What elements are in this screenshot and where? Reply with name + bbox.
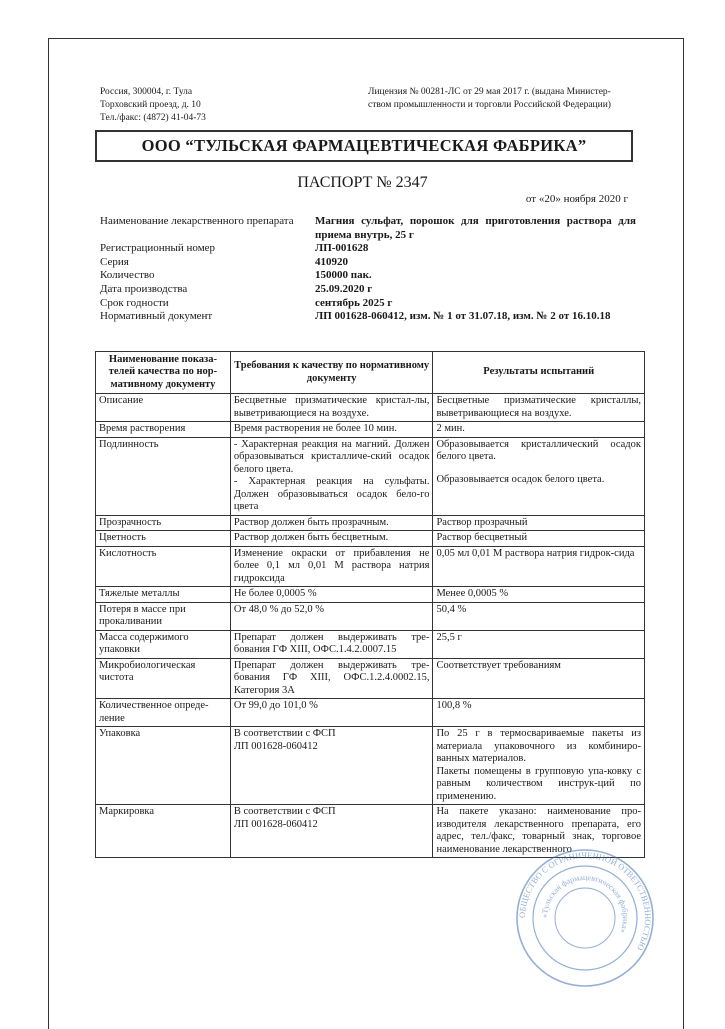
passport-date: от «20» ноября 2020 г [525,193,628,205]
info-row-registration [100,242,636,256]
table-row [96,699,645,727]
cell-name: Подлинность [96,437,231,515]
info-label: Наименование лекарственного препарата [100,215,294,227]
cell-result [433,437,645,515]
cell-name: Масса содержимого упаковки [96,630,231,658]
table-row [96,658,645,699]
requirement-part: ЛП 001628-060412 [233,740,318,752]
info-label: Регистрационный номер [100,242,216,255]
stamp-inner-text: «Тульская фармацевтическая фабрика» [539,872,631,935]
info-row-series [100,256,636,270]
cell-result: 100,8 % [433,699,645,727]
result-part: Пакеты помещены в групповую упа-ковку с равным количеством инструк-ций по применению. [436,765,641,802]
cell-result [433,727,645,805]
cell-result: 25,5 г [433,630,645,658]
cell-name: Упаковка [96,727,231,805]
cell-name: Описание [96,394,231,422]
table-row [96,531,645,547]
product-info [100,215,636,324]
table-row [96,422,645,438]
requirement-part: ЛП 001628-060412 [233,818,318,830]
cell-requirement [230,727,433,805]
column-header: Наименование показа-телей качества по нор-мативному документу [96,352,231,394]
cell-result: 0,05 мл 0,01 М раствора натрия гидрок-сида [433,546,645,587]
table-row [96,515,645,531]
address-line: Торховский проезд, д. 10 [100,100,201,110]
cell-requirement: От 48,0 % до 52,0 % [230,602,433,630]
cell-result: Раствор бесцветный [433,531,645,547]
cell-result: Соответствует требованиям [433,658,645,699]
cell-name: Цветность [96,531,231,547]
license-info [368,86,628,112]
license-line: ством промышленности и торговли Российской Федерации) [368,100,611,110]
table-row [96,546,645,587]
cell-name: Количественное опреде-ление [96,699,231,727]
stamp-outer-text: ОБЩЕСТВО С ОГРАНИЧЕННОЙ ОТВЕТСТВЕННОСТЬЮ [516,849,654,953]
requirement-part: - Характерная реакция на сульфаты. Должен образовываться осадок бело-го цвета [233,476,430,512]
info-label: Дата производства [100,282,188,295]
info-row-normative-doc [100,310,636,324]
cell-name: Потеря в массе при прокаливании [96,602,231,630]
cell-requirement: Препарат должен выдерживать тре-бования ГФ XIII, ОФС.1.4.2.0007.15 [230,630,433,658]
info-label: Нормативный документ [100,310,213,323]
cell-name: Тяжелые металлы [96,587,231,603]
info-value: сентябрь 2025 г [315,296,393,309]
cell-requirement: Время растворения не более 10 мин. [230,422,433,438]
table-row [96,394,645,422]
cell-name: Кислотность [96,546,231,587]
cell-result: 2 мин. [433,422,645,438]
table-row [96,587,645,603]
cell-requirement: От 99,0 до 101,0 % [230,699,433,727]
info-value: Магния сульфат, порошок для приготовления раствора для приема внутрь, 25 г [315,215,636,241]
info-row-quantity [100,269,636,283]
info-row-expiry [100,297,636,311]
info-value: 410920 [315,255,348,268]
cell-requirement: Бесцветные призматические кристал-лы, выветривающиеся на воздухе. [230,394,433,422]
cell-requirement: Раствор должен быть бесцветным. [230,531,433,547]
cell-result: На пакете указано: наименование про-изводителя лекарственного препарата, его адрес, тел./факс, товарный знак, торговое наименование лекарственного [433,805,645,858]
cell-name: Прозрачность [96,515,231,531]
cell-result: 50,4 % [433,602,645,630]
cell-name: Маркировка [96,805,231,858]
requirement-part: В соответствии с ФСП [233,806,336,817]
address-line: Россия, 300004, г. Тула [100,87,193,97]
requirement-part: - Характерная реакция на магний. Должен образовываться кристалличе-ский осадок белого цвета. [233,438,430,475]
table-row [96,805,645,858]
cell-requirement [230,437,433,515]
cell-requirement: Препарат должен выдерживать тре-бования ГФ XIII, ОФС.1.2.4.0002.15, Категория 3А [230,658,433,699]
result-part: Образовывается осадок белого цвета. [436,473,605,485]
info-label: Серия [100,255,129,268]
company-address [100,86,206,125]
info-value: 25.09.2020 г [315,282,373,295]
cell-result: Менее 0,0005 % [433,587,645,603]
info-value: ЛП 001628-060412, изм. № 1 от 31.07.18, изм. № 2 от 16.10.18 [315,310,611,323]
table-row [96,602,645,630]
cell-requirement: Не более 0,0005 % [230,587,433,603]
info-row-drug [100,215,636,242]
cell-requirement: Раствор должен быть прозрачным. [230,515,433,531]
license-line: Лицензия № 00281-ЛС от 29 мая 2017 г. (выдана Министер- [368,87,611,97]
passport-title: ПАСПОРТ № 2347 [297,174,428,191]
cell-requirement [230,805,433,858]
table-header-row [96,352,645,394]
info-value: 150000 пак. [315,269,372,282]
info-row-production-date [100,283,636,297]
table-row [96,727,645,805]
cell-result: Бесцветные призматические кристаллы, выветривающиеся на воздухе. [433,394,645,422]
table-row [96,437,645,515]
info-label: Срок годности [100,296,169,309]
table-row [96,630,645,658]
cell-name: Время растворения [96,422,231,438]
cell-name: Микробиологическая чистота [96,658,231,699]
result-part: Образовывается кристаллический осадок белого цвета. [436,438,641,462]
requirement-part: В соответствии с ФСП [233,728,336,739]
info-value: ЛП-001628 [315,242,369,255]
info-label: Количество [100,269,155,282]
column-header: Результаты испытаний [433,352,645,394]
column-header: Требования к качеству по нормативному документу [230,352,433,394]
result-part: По 25 г в термосвариваемые пакеты из материала упаковочного из комбиниро-ванных материалов. [436,728,641,764]
address-line: Тел./факс: (4872) 41-04-73 [100,113,206,123]
company-name: ООО “ТУЛЬСКАЯ ФАРМАЦЕВТИЧЕСКАЯ ФАБРИКА” [95,130,633,162]
cell-requirement: Изменение окраски от прибавления не более 0,1 мл 0,01 М раствора натрия гидроксида [230,546,433,587]
cell-result: Раствор прозрачный [433,515,645,531]
quality-table [95,351,645,858]
